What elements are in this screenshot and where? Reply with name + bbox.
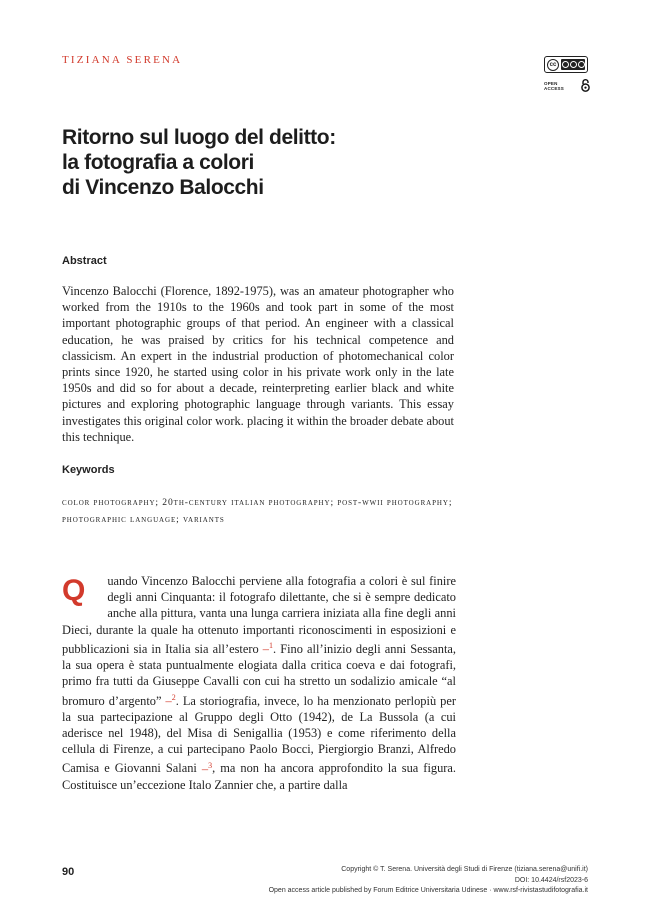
footer-publisher: Open access article published by Forum Editrice Universitaria Udinese · www.rsf-rivistastudifotografia.it bbox=[268, 887, 588, 894]
footnote-ref-1[interactable]: –$^1$ bbox=[258, 640, 274, 656]
abstract-text: Vincenzo Balocchi (Florence, 1892-1975), was an amateur photographer who worked from the 1910s to the 1960s and took part in some of the most important photographic groups of that period. An engineer with a classical education, he was praised by critics for his technical competence and classicism. An expert in the industrial production of photomechanical color prints since 1920, he started using color in his private work only in the late 1950s and did so for about a decade, reinterpreting earlier black and white pictures and exploring photographic language through variants. This essay investigates this original color work. placing it within the broader debate about this technique. bbox=[62, 284, 454, 444]
author-name: TIZIANA SERENA bbox=[62, 54, 183, 66]
title-line-1: Ritorno sul luogo del delitto: bbox=[62, 126, 336, 149]
body-segment-1: uando Vincenzo Balocchi perviene alla fotografia a colori è sul finire degli anni Cinquanta: il fotografo dilettante, che si è sempre dedicato anche alla pittura, vanta una lunga carriera iniziata alla fine degli anni Dieci, durante la quale ha ottenuto importanti riconoscimenti in esposizioni e pubblicazioni sia in Italia sia all’estero bbox=[62, 574, 456, 656]
open-access-label: OPEN ACCESS bbox=[544, 80, 564, 91]
article-title bbox=[62, 125, 482, 200]
by-nc-nd-icon bbox=[561, 59, 585, 70]
footnote-ref-2[interactable]: –$^2$ bbox=[161, 692, 176, 708]
footer-copyright: Copyright © T. Serena. Università degli Studi di Firenze (tiziana.serena@unifi.it) bbox=[341, 866, 588, 873]
keywords-heading: Keywords bbox=[62, 464, 115, 476]
cc-icon: cc bbox=[547, 59, 559, 71]
body-segment-2: . Fino all’inizio degli anni Sessanta, la sua opera è stata puntualmente elogiata dalla critica coeva e dai fotografi, primo fra tutti da Giuseppe Cavalli con cui ha stretto un sodalizio amicale “al bromuro d’argento” bbox=[62, 641, 456, 708]
body-segment-4: , ma non ha ancora approfondito la sua figura. Costituisce un’eccezione Italo Zannier che, a partire dalla bbox=[62, 761, 456, 792]
footnote-ref-3[interactable]: –$^3$ bbox=[196, 760, 213, 776]
title-line-3: di Vincenzo Balocchi bbox=[62, 176, 264, 199]
title-line-2: la fotografia a colori bbox=[62, 151, 254, 174]
open-access-row bbox=[544, 79, 590, 92]
footer-info bbox=[269, 865, 588, 897]
keywords-list: color photography; 20th-century italian photography; post-wwii photography; photographic language; variants bbox=[62, 497, 453, 525]
license-block bbox=[544, 56, 590, 92]
cc-by-nc-nd-badge-icon[interactable] bbox=[544, 56, 588, 73]
abstract-heading: Abstract bbox=[62, 255, 107, 267]
footer-doi[interactable]: DOI: 10.4424/rsf2023-6 bbox=[514, 876, 588, 884]
page-number: 90 bbox=[62, 866, 75, 878]
body-segment-3: . La storiografia, invece, lo ha menzionato perlopiù per la sua partecipazione al Gruppo degli Otto (1942), de La Bussola (a cui aderisce nel 1948), del Misa di Senigallia (1953) e come riferimento della cellula di Firenze, a cui partecipano Paolo Bocci, Piergiorgio Branzi, Alfredo Camisa e Giovanni Salani bbox=[62, 693, 456, 776]
open-access-lock-icon bbox=[581, 79, 590, 92]
body-text bbox=[62, 573, 456, 793]
drop-cap: Q bbox=[62, 574, 86, 607]
